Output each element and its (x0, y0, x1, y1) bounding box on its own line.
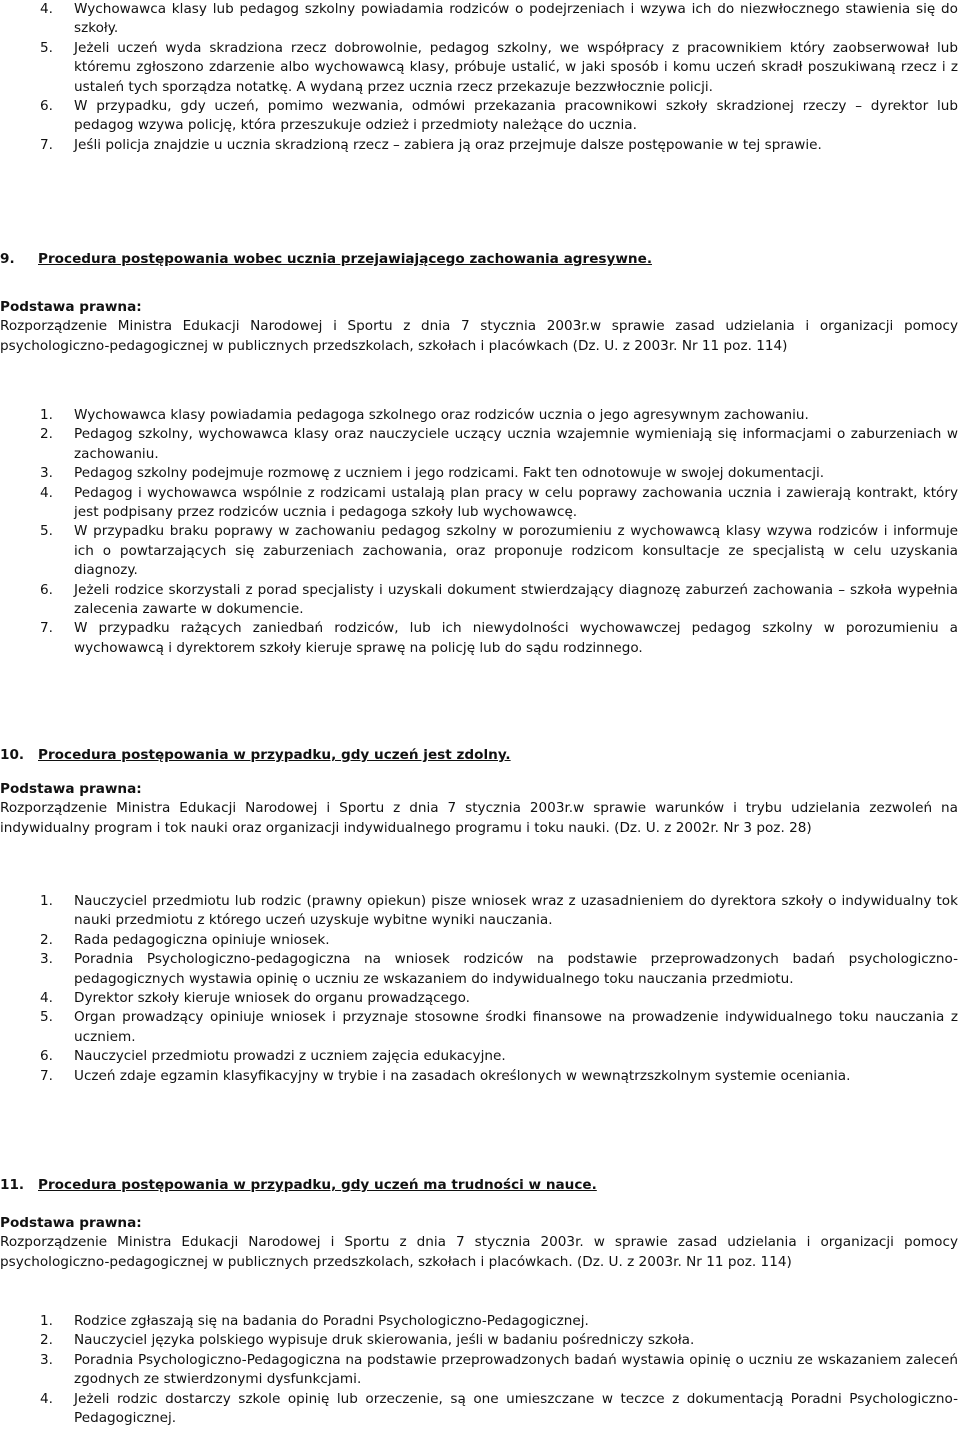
list-item: 4. Wychowawca klasy lub pedagog szkolny powiadamia rodziców o podejrzeniach i wzywa ich do niezwłocznego stawienia się do szkoły. (40, 1, 958, 37)
list-item: 2. Pedagog szkolny, wychowawca klasy oraz nauczyciele uczący ucznia wzajemnie wymieniają się informacjami o zaburzeniach w zachowaniu. (40, 426, 958, 462)
list-item: 6. W przypadku, gdy uczeń, pomimo wezwania, odmówi przekazania pracownikowi szkoły skradzionej rzeczy – dyrektor lub pedagog wzywa policję, która przeszukuje odzież i przedmioty należące do ucznia. (40, 98, 958, 134)
section-10-list-block (0, 892, 958, 1086)
list-item: 7. Uczeń zdaje egzamin klasyfikacyjny w trybie i na zasadach określonych w wewnątrzszkolnym systemie oceniania. (40, 1067, 851, 1084)
section-11-list-block (0, 1312, 958, 1428)
section-10-list (0, 892, 958, 1086)
legal-basis-text: Rozporządzenie Ministra Edukacji Narodowej i Sportu z dnia 7 stycznia 2003r.w sprawie zasad udzielania i organizacji pomocy psychologiczno-pedagogicznej w publicznych przedszkolach, szkołach i placówkach (Dz. U. z 2003r. Nr 11 poz. 114) (0, 318, 958, 354)
legal-basis-label: Podstawa prawna: (0, 781, 142, 797)
list-item: 5. Organ prowadzący opiniuje wniosek i przyznaje stosowne środki finansowe na prowadzenie indywidualnego toku nauczania z uczniem. (40, 1009, 958, 1045)
section-9-heading: 9. Procedura postępowania wobec ucznia przejawiającego zachowania agresywne. (0, 251, 652, 267)
list-item: 5. Jeżeli uczeń wyda skradziona rzecz dobrowolnie, pedagog szkolny, we współpracy z pracownikiem który zaobserwował lub któremu zgłoszono zdarzenie albo wychowawcą klasy, próbuje ustalić, w jaki sposób i komu uczeń skradł poszukiwaną rzecz i z ustaleń tych sporządza notatkę. A wydaną przez ucznia rzecz przekazuje bezzwłocznie policji. (40, 39, 958, 95)
list-item: 1. Nauczyciel przedmiotu lub rodzic (prawny opiekun) pisze wniosek wraz z uzasadnieniem do dyrektora szkoły o indywidualny tok nauki przedmiotu z którego uczeń uzyskuje wybitne wyniki nauczania. (40, 893, 958, 929)
list-item: 3. Pedagog szkolny podejmuje rozmowę z uczniem i jego rodzicami. Fakt ten odnotowuje w swojej dokumentacji. (40, 465, 825, 482)
list-item: 7. Jeśli policja znajdzie u ucznia skradzioną rzecz – zabiera ją oraz przejmuje dalsze postępowanie w tej sprawie. (40, 136, 822, 153)
legal-basis-text: Rozporządzenie Ministra Edukacji Narodowej i Sportu z dnia 7 stycznia 2003r. w sprawie zasad udzielania i organizacji pomocy psychologiczno-pedagogicznej w publicznych przedszkolach, szkołach i placówkach. (Dz. U. z 2003r. Nr 11 poz. 114) (0, 1234, 958, 1270)
legal-basis-label: Podstawa prawna: (0, 1215, 142, 1231)
list-item: 6. Jeżeli rodzice skorzystali z porad specjalisty i uzyskali dokument stwierdzający diagnozę zaburzeń zachowania – szkoła wypełnia zalecenia zawarte w dokumencie. (40, 581, 958, 618)
list-item: 7. W przypadku rażących zaniedbań rodziców, lub ich niewydolności wychowawczej pedagog szkolny w porozumieniu a wychowawcą i dyrektorem szkoły kieruje sprawę na policję lub do sądu rodzinnego. (40, 620, 958, 656)
list-item: 3. Poradnia Psychologiczno-pedagogiczna na wniosek rodziców na podstawie przeprowadzonych badań psychologiczno-pedagogicznych wystawia opinię o uczniu ze wskazaniem do indywidualnego toku nauczania przedmiotu. (40, 951, 958, 987)
list-item: 2. Nauczyciel języka polskiego wypisuje druk skierowania, jeśli w badaniu pośredniczy szkoła. (40, 1332, 695, 1349)
list-item: 5. W przypadku braku poprawy w zachowaniu pedagog szkolny w porozumieniu z wychowawcą klasy wzywa rodziców i informuje ich o powtarzających się zaburzeniach zachowania, oraz proponuje rodzicom konsultacje ze specjalistą w celu uzyskania diagnozy. (40, 523, 958, 579)
section-10-legal-basis (0, 780, 958, 838)
list-item: 6. Nauczyciel przedmiotu prowadzi z uczniem zajęcia edukacyjne. (40, 1048, 506, 1065)
section-9-list-block (0, 406, 958, 658)
list-item: 1. Wychowawca klasy powiadamia pedagoga szkolnego oraz rodziców ucznia o jego agresywnym zachowaniu. (40, 407, 809, 423)
list-item: 3. Poradnia Psychologiczno-Pedagogiczna na podstawie przeprowadzonych badań wystawia opinię o uczniu ze wskazaniem zaleceń zgodnych ze stwierdzonymi dysfunkcjami. (40, 1351, 958, 1388)
section-9-legal-basis (0, 298, 958, 356)
section-9-list (0, 406, 958, 658)
list-item: 4. Dyrektor szkoły kieruje wniosek do organu prowadzącego. (40, 990, 470, 1007)
legal-basis-label: Podstawa prawna: (0, 299, 142, 315)
section-11-heading: 11. Procedura postępowania w przypadku, gdy uczeń ma trudności w nauce. (0, 1177, 597, 1193)
list-item: 4. Pedagog i wychowawca wspólnie z rodzicami ustalają plan pracy w celu poprawy zachowania ucznia i zawierają kontrakt, który jest podpisany przez rodziców ucznia i pedagoga szkoły lub wychowawcę. (40, 484, 958, 521)
continuation-list (0, 0, 958, 155)
list-item: 1. Rodzice zgłaszają się na badania do Poradni Psychologiczno-Pedagogicznej. (40, 1313, 589, 1329)
list-item: 2. Rada pedagogiczna opiniuje wniosek. (40, 931, 330, 948)
section-11-legal-basis (0, 1214, 958, 1272)
section-11-list (0, 1312, 958, 1428)
legal-basis-text: Rozporządzenie Ministra Edukacji Narodowej i Sportu z dnia 7 stycznia 2003r.w sprawie warunków i trybu udzielania zezwoleń na indywidualny program i tok nauki oraz organizacji indywidualnego programu i toku nauki. (Dz. U. z 2002r. Nr 3 poz. 28) (0, 800, 958, 836)
continuation-block (0, 0, 958, 155)
section-10-heading: 10. Procedura postępowania w przypadku, gdy uczeń jest zdolny. (0, 747, 511, 763)
list-item: 4. Jeżeli rodzic dostarczy szkole opinię lub orzeczenie, są one umieszczane w teczce z dokumentacją Poradni Psychologiczno-Pedagogicznej. (40, 1390, 958, 1427)
